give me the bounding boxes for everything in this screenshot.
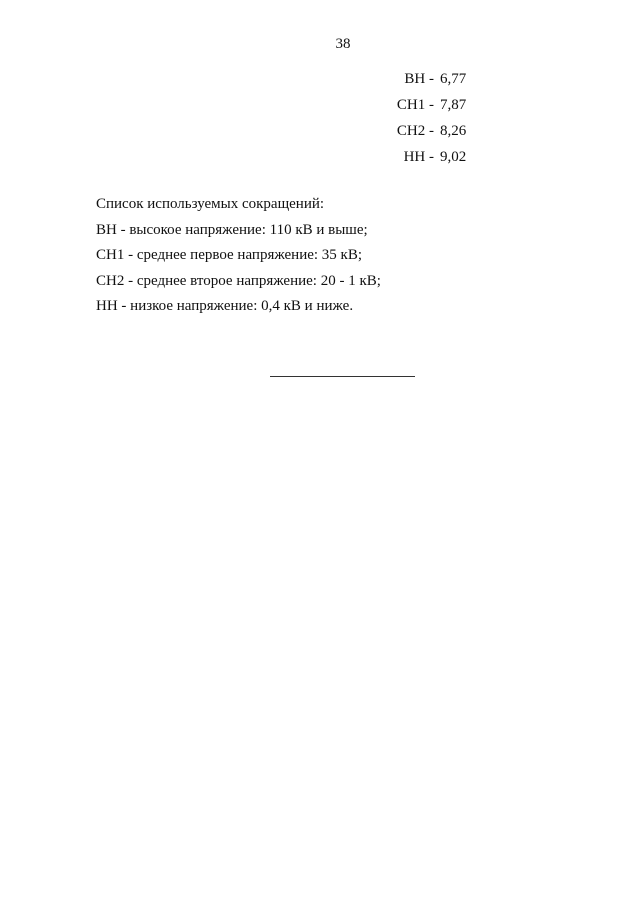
abbreviations-heading: Список используемых сокращений: xyxy=(96,196,325,212)
rate-row xyxy=(360,66,480,92)
abbreviations-block xyxy=(96,192,556,320)
end-of-section-rule xyxy=(270,376,415,377)
rate-row xyxy=(360,144,480,170)
rate-code: ВН - xyxy=(404,71,434,87)
rate-value: 9,02 xyxy=(440,149,467,165)
rate-code: СН2 - xyxy=(396,123,434,139)
rate-row xyxy=(360,118,480,144)
rate-value: 6,77 xyxy=(440,71,467,87)
rate-code: СН1 - xyxy=(396,97,434,113)
rate-value: 7,87 xyxy=(440,97,467,113)
rate-code: НН - xyxy=(403,149,434,165)
rate-row xyxy=(360,92,480,118)
rate-value: 8,26 xyxy=(440,123,467,139)
abbreviation-item: СН2 - среднее второе напряжение: 20 - 1 кВ; xyxy=(96,272,381,289)
page-number: 38 xyxy=(335,36,351,52)
abbreviation-item: НН - низкое напряжение: 0,4 кВ и ниже. xyxy=(96,298,354,314)
abbreviation-item: СН1 - среднее первое напряжение: 35 кВ; xyxy=(96,247,363,263)
rates-list xyxy=(360,66,480,170)
abbreviation-item: ВН - высокое напряжение: 110 кВ и выше; xyxy=(96,221,368,238)
